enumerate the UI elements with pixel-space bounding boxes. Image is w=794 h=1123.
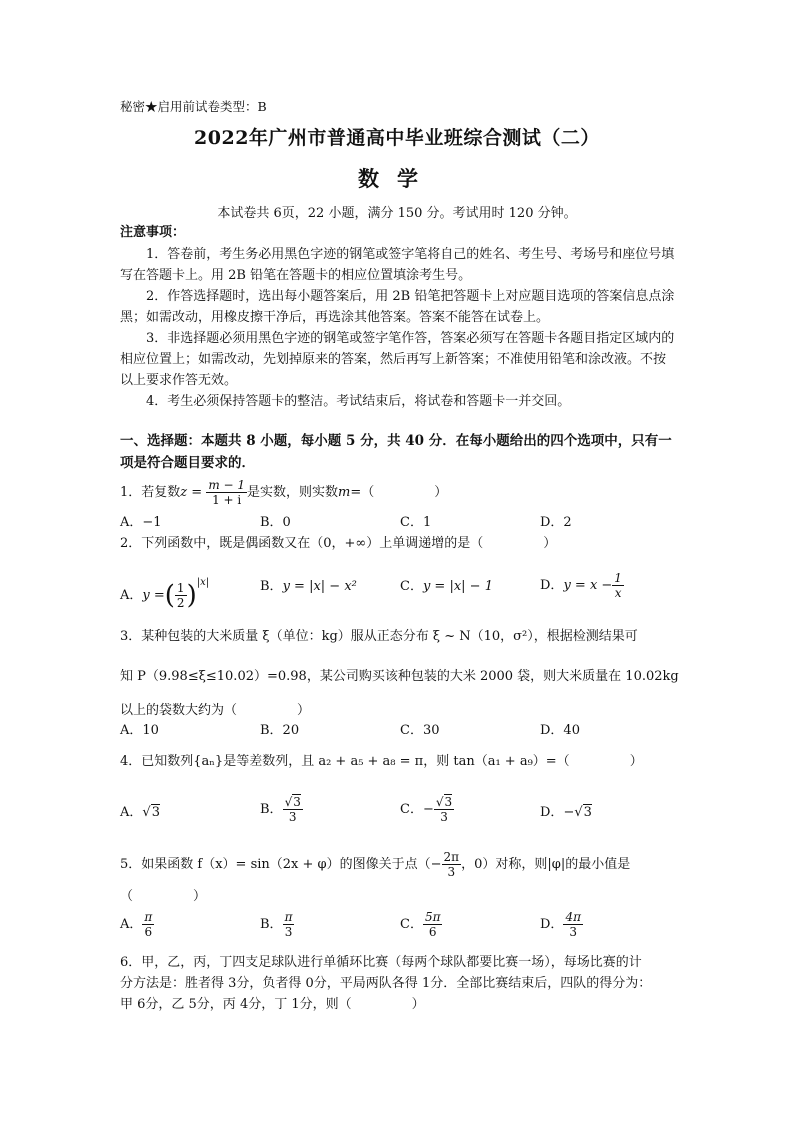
question-5-line-1: 5．如果函数 f（x）= sin（2x + φ）的图像关于点（− $\frac{2\pi}{3}$ ，0）对称，则|φ|的最小值是	[120, 850, 631, 879]
q3-option-b: B．20	[260, 723, 300, 738]
question-4: 4．已知数列{aₙ}是等差数列，且 a₂ + a₅ + a₈ = π，则 tan（a₁ + a₉）=（ ）	[120, 754, 643, 769]
question-3-line-2: 知 P（9.98≤ξ≤10.02）=0.98，某公司购买该种包装的大米 2000 袋，则大米质量在 10.02kg	[120, 669, 679, 684]
q3-option-a: A．10	[120, 723, 159, 738]
note-1: 1．答卷前，考生务必用黑色字迹的钢笔或签字笔将自己的姓名、考生号、考场号和座位号填写在答题卡上。用 2B 铅笔在答题卡的相应位置填涂考生号。	[120, 247, 675, 283]
exam-intro: 本试卷共 6页，22 小题，满分 150 分。考试用时 120 分钟。	[217, 206, 577, 221]
q4-option-a: A．√3	[120, 805, 160, 820]
question-6-line-1: 6．甲，乙，丙，丁四支足球队进行单循环比赛（每两个球队都要比赛一场），每场比赛的计	[120, 955, 642, 970]
q3-option-d: D．40	[540, 723, 580, 738]
question-1: 1．若复数z = $\frac{m - 1}{1 + i}$ 是实数，则实数m=（ ）	[120, 478, 448, 507]
q2-option-b: B．y = |x| − x²	[260, 579, 357, 594]
question-6-line-3: 甲 6分，乙 5分，丙 4分，丁 1分，则（ ）	[120, 997, 425, 1012]
question-2: 2．下列函数中，既是偶函数又在（0，+∞）上单调递增的是（ ）	[120, 536, 557, 551]
question-6-line-2: 分方法是：胜者得 3分，负者得 0分，平局两队各得 1分．全部比赛结束后，四队的得分为：	[120, 976, 652, 991]
section-1-heading: 一、选择题：本题共 8 小题，每小题 5 分，共 40 分．在每小题给出的四个选项中，只有一项是符合题目要求的．	[120, 433, 672, 471]
q1-fraction: $\frac{m - 1}{1 + i}$	[208, 478, 246, 507]
subject-title: 数学	[358, 166, 436, 191]
q3-option-c: C．30	[400, 723, 440, 738]
q1-option-c: C．1	[400, 515, 432, 530]
q5-option-b: B． $\frac{\pi}{3}$	[260, 910, 293, 939]
q2-option-c: C．y = |x| − 1	[400, 579, 493, 594]
secret-label: 秘密★启用前试卷类型：B	[120, 99, 267, 114]
q2-option-d: D．y = x − $\frac{1}{x}$	[540, 571, 622, 600]
exam-title: 2022年广州市普通高中毕业班综合测试（二）	[194, 127, 600, 149]
note-4: 4．考生必须保持答题卡的整洁。考试结束后，将试卷和答题卡一并交回。	[146, 394, 571, 409]
q1-option-d: D．2	[540, 515, 572, 530]
question-3-line-1: 3．某种包装的大米质量 ξ（单位：kg）服从正态分布 ξ ~ N（10，σ²），根据检测结果可	[120, 629, 638, 644]
q1-option-b: B．0	[260, 515, 291, 530]
q4-option-c: C．− $\frac{√3}{3}$	[400, 795, 453, 824]
note-2: 2．作答选择题时，选出每小题答案后，用 2B 铅笔把答题卡上对应题目选项的答案信息点涂黑；如需改动，用橡皮擦干净后，再选涂其他答案。答案不能答在试卷上。	[120, 289, 675, 325]
question-3-line-3: 以上的袋数大约为（ ）	[120, 703, 311, 718]
q5-option-a: A． $\frac{\pi}{6}$	[120, 910, 153, 939]
q4-option-d: D．−√3	[540, 805, 592, 820]
q5-option-c: C． $\frac{5\pi}{6}$	[400, 910, 441, 939]
q2-option-a: A．y =( $\frac{1}{2}$ )$^{|x|}$	[120, 577, 210, 611]
notes-title: 注意事项：	[120, 225, 186, 240]
note-3: 3．非选择题必须用黑色字迹的钢笔或签字笔作答，答案必须写在答题卡各题目指定区域内的相应位置上；如需改动，先划掉原来的答案，然后再写上新答案；不准使用铅笔和涂改液。不按以上要求作答无效。	[120, 331, 675, 388]
q4-option-b: B． $\frac{√3}{3}$	[260, 795, 301, 824]
q1-option-a: A．−1	[120, 515, 162, 530]
q5-option-d: D． $\frac{4\pi}{3}$	[540, 910, 581, 939]
question-5-line-2: （ ）	[120, 889, 207, 904]
